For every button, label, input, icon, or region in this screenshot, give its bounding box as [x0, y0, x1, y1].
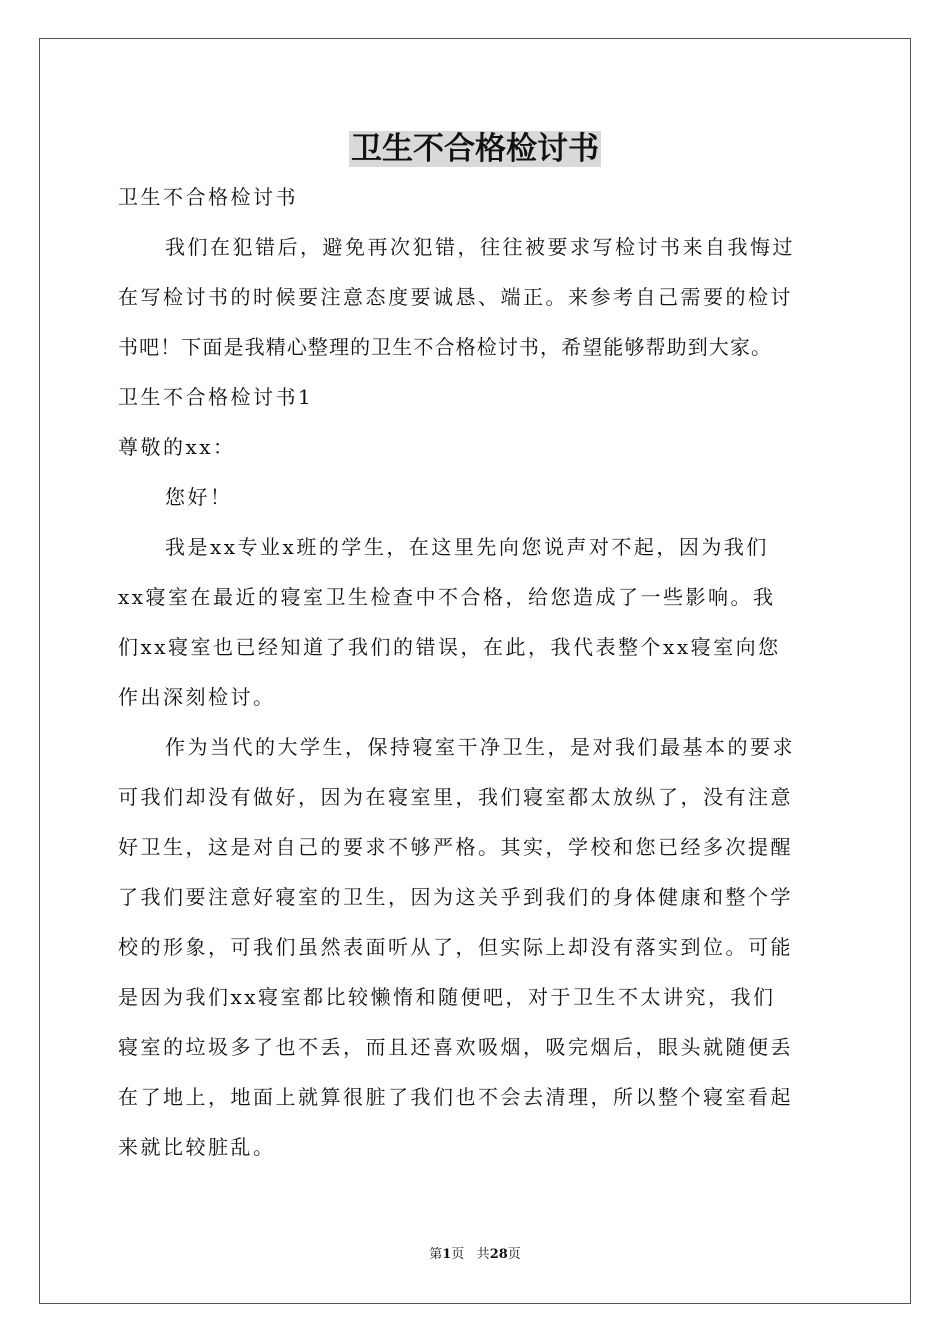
paragraph-line: 好卫生，这是对自己的要求不够严格。其实，学校和您已经多次提醒	[118, 835, 793, 859]
paragraph-line: 作出深刻检讨。	[118, 685, 276, 709]
document-title-text: 卫生不合格检讨书	[351, 131, 599, 167]
total-pages: 28	[489, 1247, 508, 1262]
total-suffix: 页	[507, 1247, 521, 1262]
page-number: 1	[442, 1247, 452, 1262]
total-prefix: 共	[476, 1247, 490, 1262]
paragraph-line: 是因为我们xx寝室都比较懒惰和随便吧，对于卫生不太讲究，我们	[118, 985, 776, 1009]
paragraph-line: 我是xx专业x班的学生，在这里先向您说声对不起，因为我们	[165, 535, 769, 559]
subtitle-line: 卫生不合格检讨书	[118, 185, 298, 209]
salutation: 尊敬的xx：	[118, 435, 236, 459]
document-title	[0, 128, 950, 170]
page-suffix: 页	[451, 1247, 465, 1262]
paragraph-line: 我们在犯错后，避免再次犯错，往往被要求写检讨书来自我悔过	[165, 235, 795, 259]
paragraph-line: 了我们要注意好寝室的卫生，因为这关乎到我们的身体健康和整个学	[118, 885, 793, 909]
paragraph-line: 可我们却没有做好，因为在寝室里，我们寝室都太放纵了，没有注意	[118, 785, 793, 809]
paragraph-line: 在写检讨书的时候要注意态度要诚恳、端正。来参考自己需要的检讨	[118, 285, 793, 309]
document-body	[118, 172, 836, 1172]
paragraph-line: xx寝室在最近的寝室卫生检查中不合格，给您造成了一些影响。我	[118, 585, 776, 609]
greeting: 您好！	[165, 485, 233, 509]
paragraph-line: 寝室的垃圾多了也不丢，而且还喜欢吸烟，吸完烟后，眼头就随便丢	[118, 1035, 793, 1059]
page-footer	[0, 1246, 950, 1264]
page-prefix: 第	[429, 1247, 443, 1262]
paragraph-line: 来就比较脏乱。	[118, 1135, 276, 1159]
paragraph-line: 校的形象，可我们虽然表面听从了，但实际上却没有落实到位。可能	[118, 935, 793, 959]
paragraph-line: 在了地上，地面上就算很脏了我们也不会去清理，所以整个寝室看起	[118, 1085, 793, 1109]
paragraph-line: 们xx寝室也已经知道了我们的错误，在此，我代表整个xx寝室向您	[118, 635, 781, 659]
paragraph-line: 书吧！下面是我精心整理的卫生不合格检讨书，希望能够帮助到大家。	[118, 335, 773, 359]
section-heading: 卫生不合格检讨书1	[118, 385, 314, 409]
paragraph-line: 作为当代的大学生，保持寝室干净卫生，是对我们最基本的要求	[165, 735, 795, 759]
